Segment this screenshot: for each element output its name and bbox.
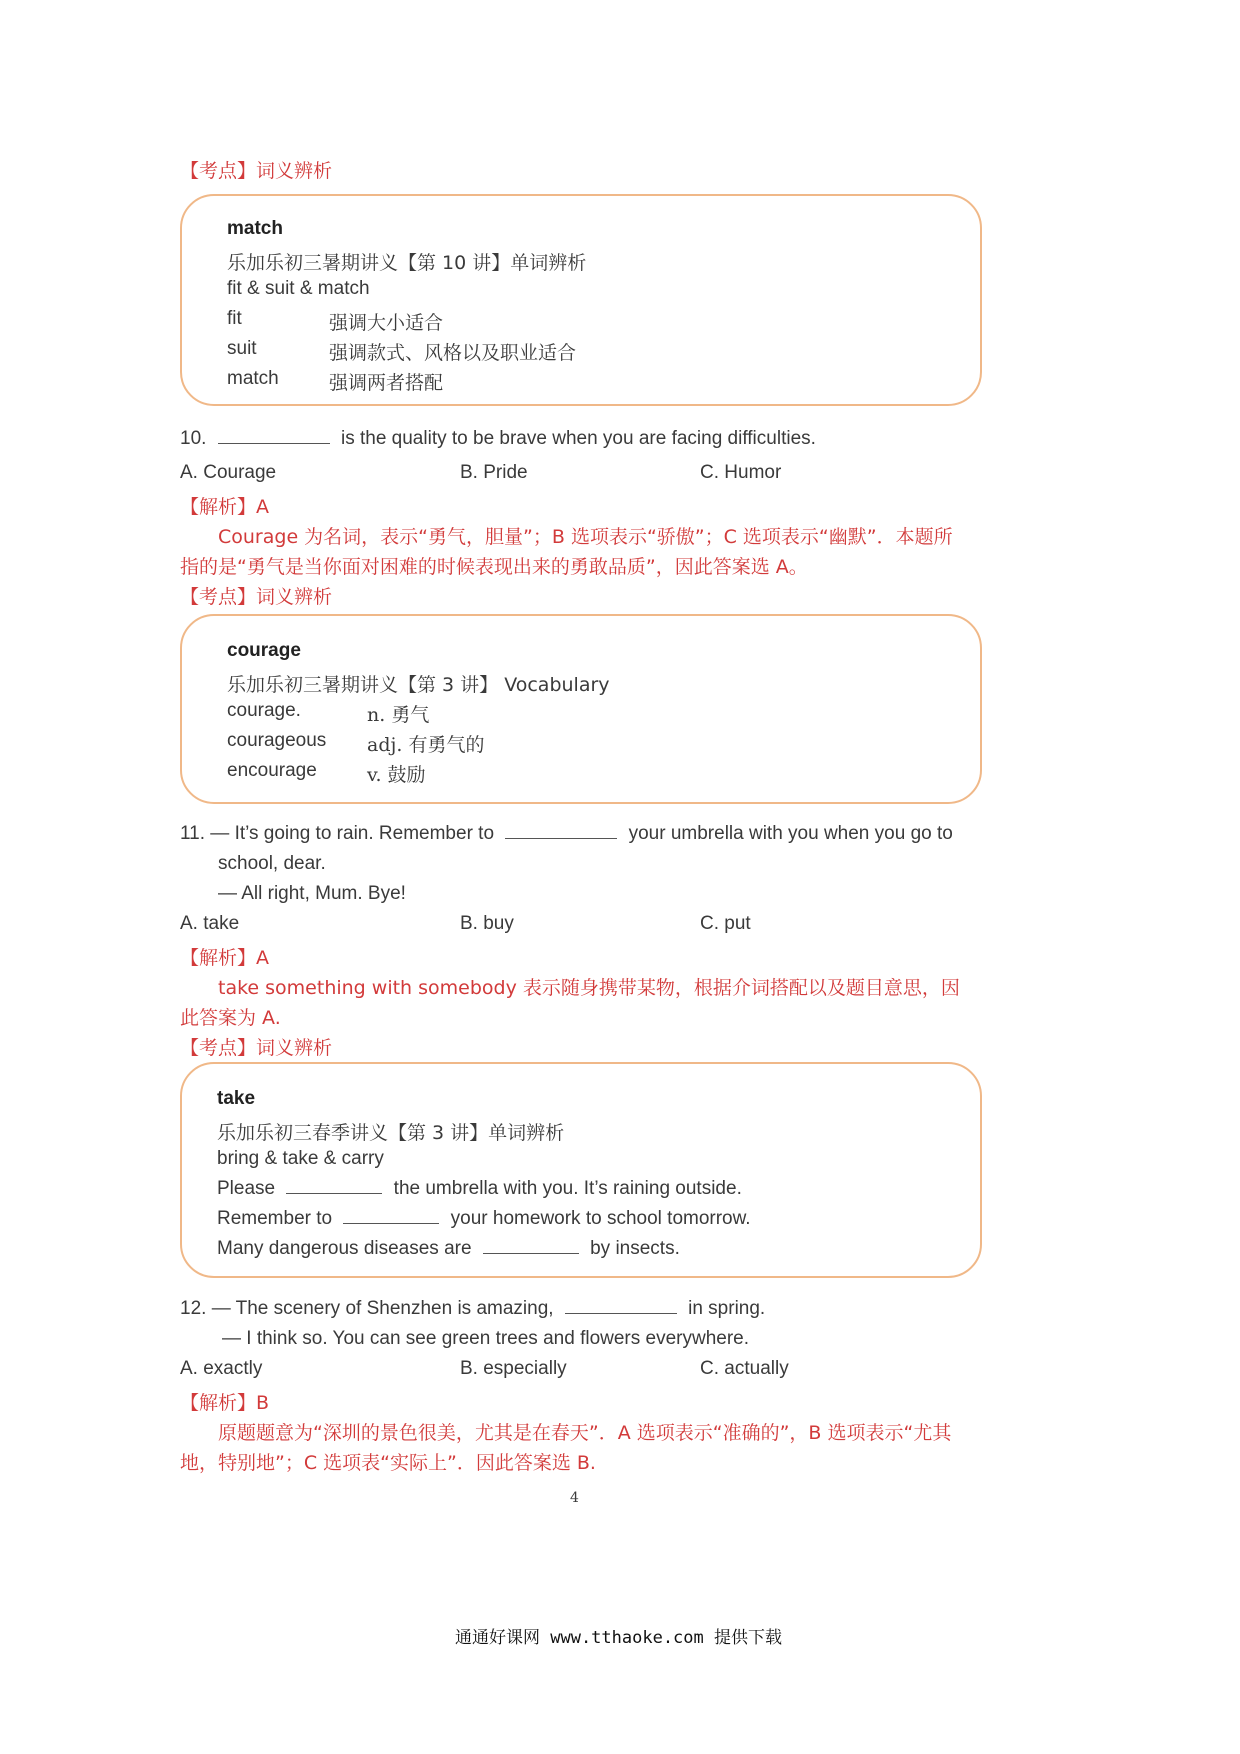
box-term: courageous — [227, 730, 327, 751]
box-meaning: adj. 有勇气的 — [367, 734, 485, 756]
box-lecture: 乐加乐初三暑期讲义【第 10 讲】单词辨析 — [227, 252, 587, 274]
box-term: encourage — [227, 760, 317, 781]
question-text: — It’s going to rain. Remember to — [210, 823, 495, 844]
option-a: A. take — [180, 913, 240, 934]
box-meaning: 强调两者搭配 — [329, 372, 444, 394]
question-10 — [180, 428, 816, 450]
option-c: C. Humor — [700, 462, 782, 483]
kaodian-label: 【考点】词义辨析 — [180, 160, 333, 182]
question-number: 11. — [180, 823, 206, 844]
option-c: C. actually — [700, 1358, 789, 1379]
note-box-courage — [180, 614, 982, 804]
answer-blank — [286, 1193, 382, 1194]
page-number: 4 — [570, 1490, 579, 1506]
option-b: B. Pride — [460, 462, 528, 483]
answer-label: 【解析】A — [180, 496, 269, 518]
answer-label: 【解析】A — [180, 947, 269, 969]
answer-blank — [483, 1253, 579, 1254]
box-lecture: 乐加乐初三春季讲义【第 3 讲】单词辨析 — [217, 1122, 565, 1144]
question-text: school, dear. — [218, 853, 326, 874]
explanation-line: 此答案为 A. — [180, 1007, 281, 1029]
box-meaning: 强调大小适合 — [329, 312, 444, 334]
answer-blank — [505, 838, 617, 839]
option-b: B. buy — [460, 913, 514, 934]
box-term: fit — [227, 308, 242, 329]
answer-blank — [343, 1223, 439, 1224]
explanation-line: Courage 为名词，表示“勇气，胆量”；B 选项表示“骄傲”；C 选项表示“幽默”．本题所 — [218, 526, 953, 548]
note-box-take — [180, 1062, 982, 1278]
explanation-line: take something with somebody 表示随身携带某物，根据介词搭配以及题目意思，因 — [218, 977, 960, 999]
box-term: courage. — [227, 700, 301, 721]
box-meaning: v. 鼓励 — [367, 764, 426, 786]
question-text: is the quality to be brave when you are facing difficulties. — [340, 428, 816, 449]
box-word: match — [227, 218, 283, 239]
option-a: A. exactly — [180, 1358, 263, 1379]
question-text: in spring. — [688, 1298, 766, 1319]
box-word: courage — [227, 640, 301, 661]
box-compare: fit & suit & match — [227, 278, 370, 299]
question-text: — I think so. You can see green trees and flowers everywhere. — [222, 1328, 750, 1349]
question-number: 10. — [180, 428, 207, 449]
box-lecture: 乐加乐初三暑期讲义【第 3 讲】 Vocabulary — [227, 674, 610, 696]
explanation-line: 指的是“勇气是当你面对困难的时候表现出来的勇敢品质”，因此答案选 A。 — [180, 556, 808, 578]
question-text: your umbrella with you when you go to — [628, 823, 953, 844]
footer-text: 通通好课网 www.tthaoke.com 提供下载 — [455, 1628, 782, 1648]
box-word: take — [217, 1088, 256, 1109]
box-term: match — [227, 368, 279, 389]
kaodian-label: 【考点】词义辨析 — [180, 586, 333, 608]
box-sentence: Many dangerous diseases are by insects. — [217, 1238, 680, 1259]
option-c: C. put — [700, 913, 751, 934]
question-text: — The scenery of Shenzhen is amazing, — [211, 1298, 554, 1319]
answer-blank — [565, 1313, 677, 1314]
note-box-match — [180, 194, 982, 406]
question-12 — [180, 1298, 765, 1320]
box-sentence: Please the umbrella with you. It’s raining outside. — [217, 1178, 742, 1199]
option-a: A. Courage — [180, 462, 277, 483]
explanation-line: 地，特别地”；C 选项表“实际上”．因此答案选 B. — [180, 1452, 596, 1474]
box-term: suit — [227, 338, 257, 359]
option-b: B. especially — [460, 1358, 567, 1379]
question-11 — [180, 823, 953, 845]
box-meaning: n. 勇气 — [367, 704, 430, 726]
answer-label: 【解析】B — [180, 1392, 270, 1414]
kaodian-label: 【考点】词义辨析 — [180, 1037, 333, 1059]
question-text: — All right, Mum. Bye! — [218, 883, 406, 904]
explanation-line: 原题题意为“深圳的景色很美，尤其是在春天”．A 选项表示“准确的”，B 选项表示“尤其 — [218, 1422, 952, 1444]
box-compare: bring & take & carry — [217, 1148, 384, 1169]
question-number: 12. — [180, 1298, 207, 1319]
box-meaning: 强调款式、风格以及职业适合 — [329, 342, 577, 364]
box-sentence: Remember to your homework to school tomorrow. — [217, 1208, 751, 1229]
answer-blank — [218, 443, 330, 444]
